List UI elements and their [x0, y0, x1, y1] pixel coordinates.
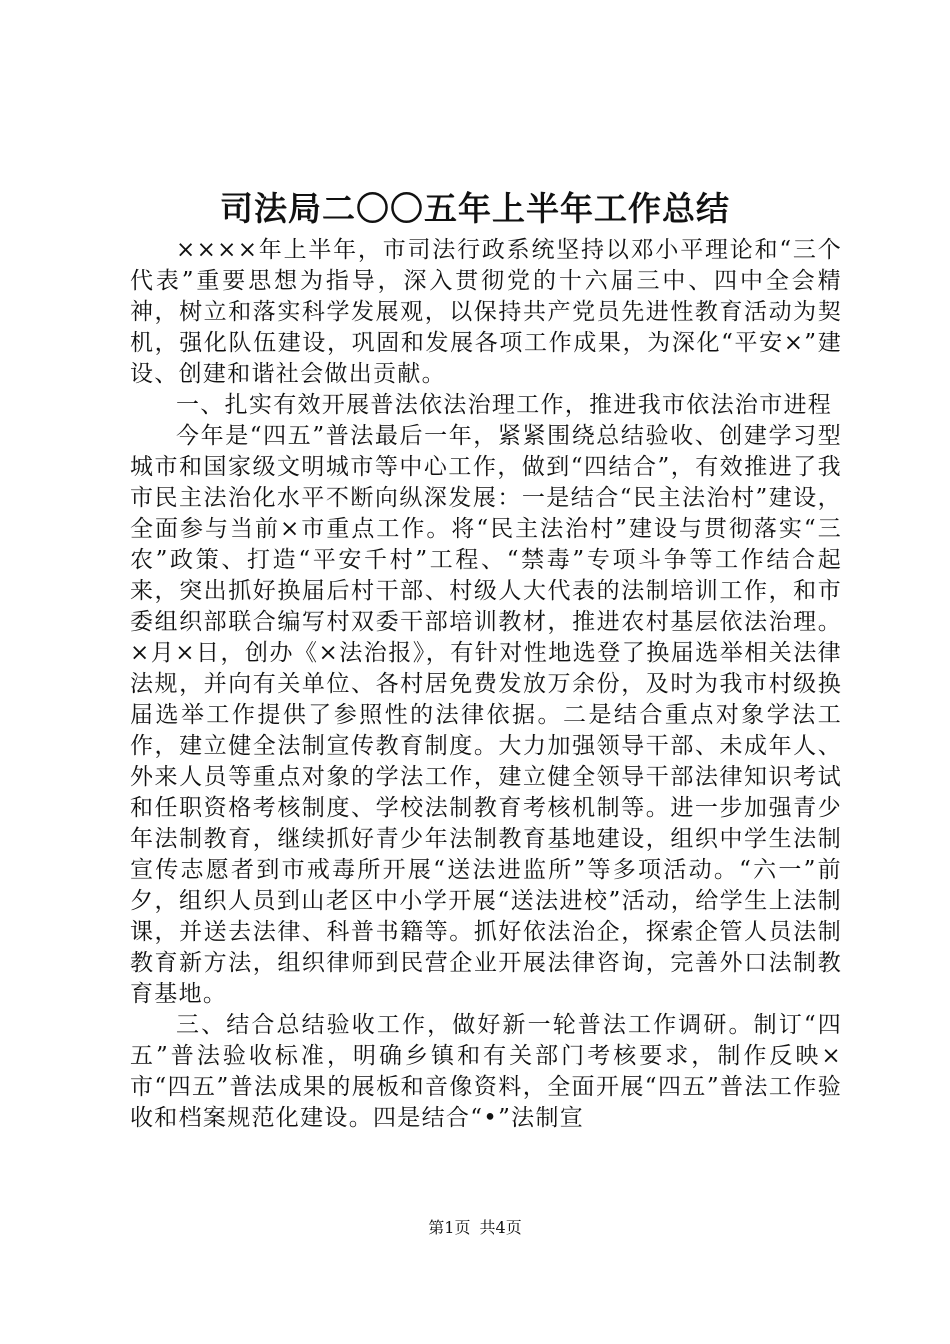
paragraph-section-heading: 一、扎实有效开展普法依法治理工作，推进我市依法治市进程: [176, 392, 833, 418]
document-title: 司法局二〇〇五年上半年工作总结: [220, 189, 730, 228]
page-number: 第1页: [428, 1218, 471, 1237]
paragraph-intro: ××××年上半年，市司法行政系统坚持以邓小平理论和“三个代表”重要思想为指导，深入贯彻党的十六届三中、四中全会精神，树立和落实科学发展观，以保持共产党员先进性教育活动为契机，强化队伍建设，巩固和发展各项工作成果，为深化“平安×”建设、创建和谐社会做出贡献。: [130, 237, 842, 387]
page-total: 共4页: [479, 1218, 522, 1237]
document-body: [130, 235, 842, 1134]
paragraph-main: 今年是“四五”普法最后一年，紧紧围绕总结验收、创建学习型城市和国家级文明城市等中心工作，做到“四结合”，有效推进了我市民主法治化水平不断向纵深发展：一是结合“民主法治村”建设，全面参与当前×市重点工作。将“民主法治村”建设与贯彻落实“三农”政策、打造“平安千村”工程、“禁毒”专项斗争等工作结合起来，突出抓好换届后村干部、村级人大代表的法制培训工作，和市委组织部联合编写村双委干部培训教材，推进农村基层依法治理。×月×日，创办《×法治报》，有针对性地选登了换届选举相关法律法规，并向有关单位、各村居免费发放万余份，及时为我市村级换届选举工作提供了参照性的法律依据。二是结合重点对象学法工作，建立健全法制宣传教育制度。大力加强领导干部、未成年人、外来人员等重点对象的学法工作，建立健全领导干部法律知识考试和任职资格考核制度、学校法制教育考核机制等。进一步加强青少年法制教育，继续抓好青少年法制教育基地建设，组织中学生法制宣传志愿者到市戒毒所开展“送法进监所”等多项活动。“六一”前夕，组织人员到山老区中小学开展“送法进校”活动，给学生上法制课，并送去法律、科普书籍等。抓好依法治企，探索企管人员法制教育新方法，组织律师到民营企业开展法律咨询，完善外口法制教育基地。: [130, 423, 842, 1007]
page-footer: [0, 1218, 950, 1238]
paragraph-third: 三、结合总结验收工作，做好新一轮普法工作调研。制订“四五”普法验收标准，明确乡镇和有关部门考核要求，制作反映×市“四五”普法成果的展板和音像资料，全面开展“四五”普法工作验收和档案规范化建设。四是结合“•”法制宣: [130, 1012, 842, 1131]
